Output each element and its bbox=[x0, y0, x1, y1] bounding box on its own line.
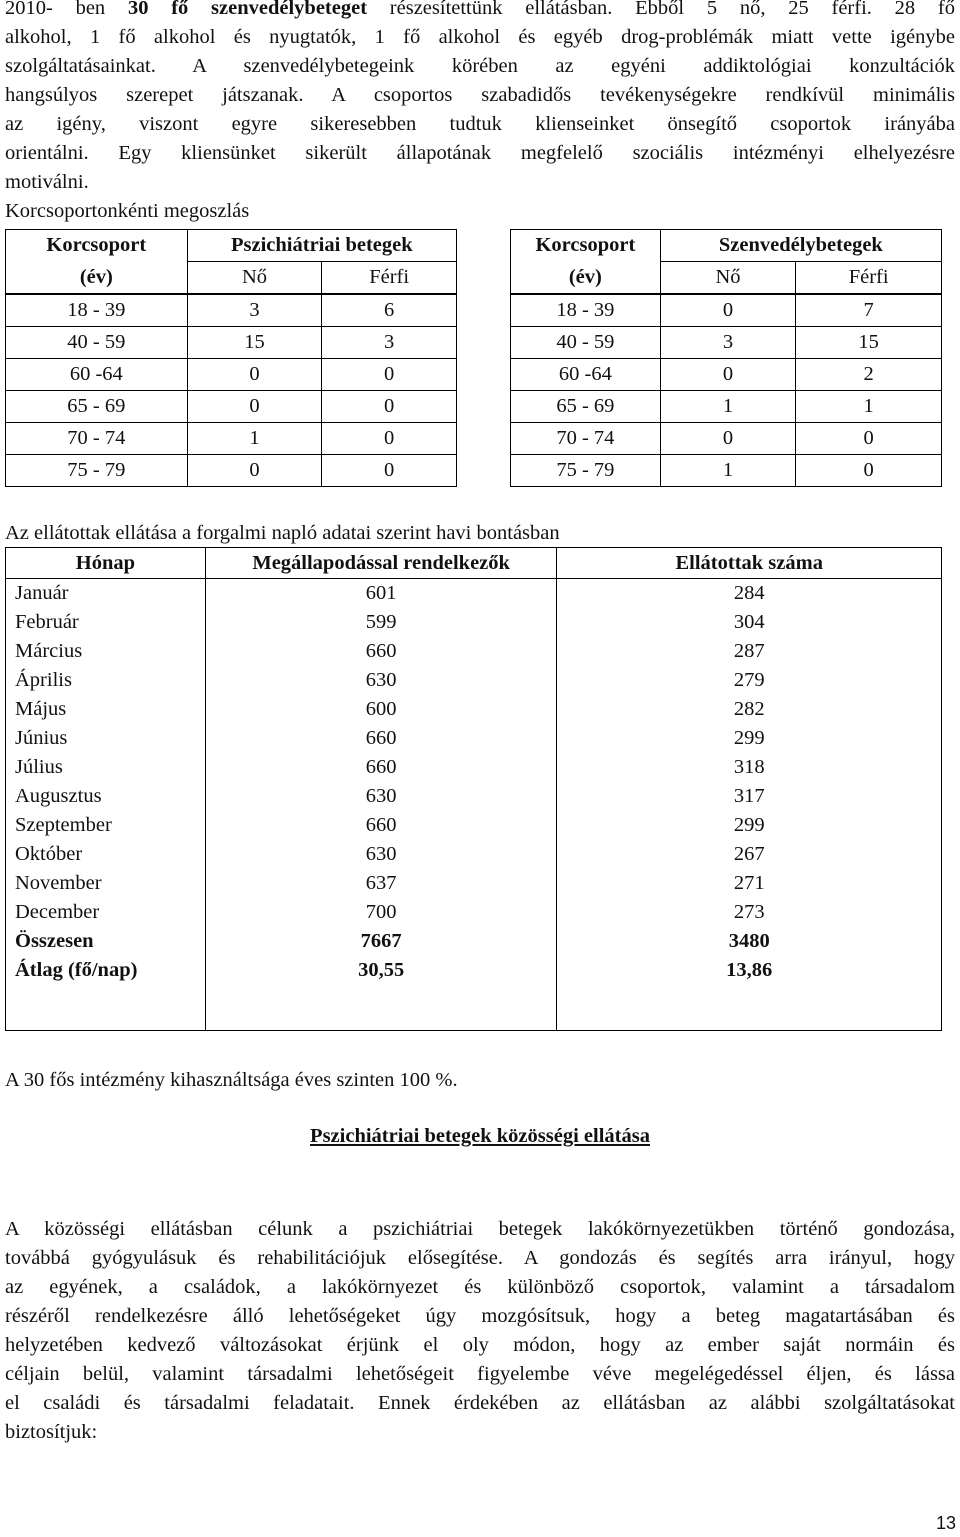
age-cell: 70 - 74 bbox=[511, 423, 661, 455]
table-row bbox=[511, 359, 942, 391]
table-row bbox=[6, 724, 942, 753]
average-served: 13,86 bbox=[557, 956, 942, 985]
community-line-8: biztosítjuk: bbox=[5, 1421, 98, 1443]
age-cell: 60 -64 bbox=[6, 359, 188, 391]
month-cell: Január bbox=[6, 579, 206, 609]
served-cell: 273 bbox=[557, 898, 942, 927]
intro-line-2: alkohol, 1 fő alkohol és nyugtatók, 1 fő alkohol és egyéb drog-problémák miatt vette igénybe bbox=[5, 26, 955, 48]
community-line-7: el családi és társadalmi feladatait. Ennek érdekében az ellátásban az alábbi szolgáltatásokat bbox=[5, 1392, 955, 1414]
utilization-text: A 30 fős intézmény kihasználtsága éves szinten 100 %. bbox=[5, 1069, 458, 1091]
group-header: Szenvedélybetegek bbox=[660, 230, 941, 262]
age-table-addiction bbox=[510, 229, 942, 487]
table-row bbox=[6, 666, 942, 695]
female-header: Nő bbox=[660, 262, 796, 295]
female-cell: 0 bbox=[187, 359, 322, 391]
agreements-cell: 660 bbox=[205, 724, 557, 753]
female-cell: 0 bbox=[187, 391, 322, 423]
month-cell: Július bbox=[6, 753, 206, 782]
community-line-1: A közösségi ellátásban célunk a pszichiátriai betegek lakókörnyezetükben történő gondozása, bbox=[5, 1218, 955, 1240]
served-cell: 318 bbox=[557, 753, 942, 782]
total-row bbox=[6, 927, 942, 956]
served-header: Ellátottak száma bbox=[557, 548, 942, 579]
table-row bbox=[511, 327, 942, 359]
served-cell: 267 bbox=[557, 840, 942, 869]
male-cell: 0 bbox=[796, 423, 942, 455]
monthly-table bbox=[5, 547, 942, 1031]
age-cell: 75 - 79 bbox=[511, 455, 661, 487]
table-row bbox=[6, 294, 457, 327]
female-cell: 0 bbox=[660, 294, 796, 327]
male-header: Férfi bbox=[322, 262, 457, 295]
female-cell: 0 bbox=[187, 455, 322, 487]
table-row bbox=[6, 391, 457, 423]
table-spacer-row bbox=[6, 985, 942, 1031]
intro-line-4: hangsúlyos szerepet játszanak. A csoportos szabadidős tevékenységekre rendkívül minimális bbox=[5, 84, 955, 106]
agreements-header: Megállapodással rendelkezők bbox=[205, 548, 557, 579]
age-cell: 18 - 39 bbox=[511, 294, 661, 327]
age-cell: 65 - 69 bbox=[511, 391, 661, 423]
age-cell: 40 - 59 bbox=[6, 327, 188, 359]
average-agreements: 30,55 bbox=[205, 956, 557, 985]
age-cell: 60 -64 bbox=[511, 359, 661, 391]
female-cell: 3 bbox=[660, 327, 796, 359]
male-cell: 0 bbox=[796, 455, 942, 487]
table-row bbox=[6, 455, 457, 487]
table-row bbox=[511, 423, 942, 455]
table-row bbox=[6, 898, 942, 927]
table-row bbox=[6, 423, 457, 455]
month-cell: Október bbox=[6, 840, 206, 869]
table-row bbox=[6, 753, 942, 782]
female-cell: 3 bbox=[187, 294, 322, 327]
table-row bbox=[511, 455, 942, 487]
intro-line-7: motiválni. bbox=[5, 171, 89, 193]
agreements-cell: 630 bbox=[205, 840, 557, 869]
group-header: Pszichiátriai betegek bbox=[187, 230, 456, 262]
month-cell: Május bbox=[6, 695, 206, 724]
agreements-cell: 601 bbox=[205, 579, 557, 609]
section-title: Pszichiátriai betegek közösségi ellátása bbox=[310, 1125, 650, 1147]
male-cell: 3 bbox=[322, 327, 457, 359]
community-line-5: helyzetében kedvező változásokat érjünk el oly módon, hogy az ember saját normáin és bbox=[5, 1334, 955, 1356]
served-cell: 271 bbox=[557, 869, 942, 898]
agreements-cell: 637 bbox=[205, 869, 557, 898]
served-cell: 287 bbox=[557, 637, 942, 666]
community-line-4: részéről rendelkezésre álló lehetőségeket úgy mozgósítsuk, hogy a beteg magatartásában és bbox=[5, 1305, 955, 1327]
age-group-header: Korcsoport bbox=[6, 230, 188, 262]
male-cell: 0 bbox=[322, 359, 457, 391]
served-cell: 282 bbox=[557, 695, 942, 724]
month-cell: Február bbox=[6, 608, 206, 637]
age-cell: 18 - 39 bbox=[6, 294, 188, 327]
average-label: Átlag (fő/nap) bbox=[6, 956, 206, 985]
table-row bbox=[6, 695, 942, 724]
intro-line-6: orientálni. Egy kliensünket sikerült állapotának megfelelő szociális intézményi elhelyezésre bbox=[5, 142, 955, 164]
male-cell: 1 bbox=[796, 391, 942, 423]
female-cell: 0 bbox=[660, 423, 796, 455]
community-line-3: az egyének, a családok, a lakókörnyezet és különböző csoportok, valamint a társadalom bbox=[5, 1276, 955, 1298]
average-row bbox=[6, 956, 942, 985]
male-cell: 2 bbox=[796, 359, 942, 391]
intro-line-1: 2010- ben 30 fő szenvedélybeteget részesítettünk ellátásban. Ebből 5 nő, 25 férfi. 28 fő bbox=[5, 0, 955, 19]
table-row bbox=[6, 608, 942, 637]
community-paragraph bbox=[5, 1215, 955, 1447]
monthly-caption: Az ellátottak ellátása a forgalmi napló adatai szerint havi bontásban bbox=[5, 522, 560, 544]
table-row bbox=[511, 294, 942, 327]
agreements-cell: 599 bbox=[205, 608, 557, 637]
agreements-cell: 630 bbox=[205, 666, 557, 695]
male-cell: 0 bbox=[322, 423, 457, 455]
male-cell: 7 bbox=[796, 294, 942, 327]
female-header: Nő bbox=[187, 262, 322, 295]
total-agreements: 7667 bbox=[205, 927, 557, 956]
age-group-unit: (év) bbox=[6, 262, 188, 295]
agreements-cell: 660 bbox=[205, 811, 557, 840]
served-cell: 299 bbox=[557, 811, 942, 840]
male-cell: 15 bbox=[796, 327, 942, 359]
agreements-cell: 630 bbox=[205, 782, 557, 811]
male-cell: 0 bbox=[322, 455, 457, 487]
month-header: Hónap bbox=[6, 548, 206, 579]
age-cell: 70 - 74 bbox=[6, 423, 188, 455]
agreements-cell: 600 bbox=[205, 695, 557, 724]
agreements-cell: 660 bbox=[205, 637, 557, 666]
served-cell: 299 bbox=[557, 724, 942, 753]
intro-paragraph bbox=[5, 0, 955, 226]
age-cell: 40 - 59 bbox=[511, 327, 661, 359]
female-cell: 1 bbox=[187, 423, 322, 455]
table-row bbox=[511, 391, 942, 423]
community-line-2: továbbá gyógyulásuk és rehabilitációjuk elősegítése. A gondozás és segítés arra irányul, hogy bbox=[5, 1247, 955, 1269]
female-cell: 1 bbox=[660, 455, 796, 487]
month-cell: Március bbox=[6, 637, 206, 666]
table-row bbox=[6, 869, 942, 898]
table-row bbox=[6, 840, 942, 869]
male-header: Férfi bbox=[796, 262, 942, 295]
total-served: 3480 bbox=[557, 927, 942, 956]
table-row bbox=[6, 782, 942, 811]
male-cell: 0 bbox=[322, 391, 457, 423]
month-cell: Június bbox=[6, 724, 206, 753]
served-cell: 279 bbox=[557, 666, 942, 695]
intro-line-5: az igény, viszont egyre sikeresebben tudtuk klienseinket önsegítő csoportok irányába bbox=[5, 113, 955, 135]
table-row bbox=[6, 811, 942, 840]
table-row bbox=[6, 327, 457, 359]
served-cell: 317 bbox=[557, 782, 942, 811]
agreements-cell: 700 bbox=[205, 898, 557, 927]
age-distribution-heading: Korcsoportonkénti megoszlás bbox=[5, 200, 250, 222]
age-group-unit: (év) bbox=[511, 262, 661, 295]
age-table-psychiatric bbox=[5, 229, 457, 487]
total-label: Összesen bbox=[6, 927, 206, 956]
age-cell: 65 - 69 bbox=[6, 391, 188, 423]
table-row bbox=[6, 359, 457, 391]
served-cell: 304 bbox=[557, 608, 942, 637]
female-cell: 15 bbox=[187, 327, 322, 359]
month-cell: November bbox=[6, 869, 206, 898]
agreements-cell: 660 bbox=[205, 753, 557, 782]
male-cell: 6 bbox=[322, 294, 457, 327]
month-cell: Szeptember bbox=[6, 811, 206, 840]
page-number: 13 bbox=[935, 1513, 956, 1533]
table-row bbox=[6, 579, 942, 609]
female-cell: 0 bbox=[660, 359, 796, 391]
table-row bbox=[6, 637, 942, 666]
month-cell: Augusztus bbox=[6, 782, 206, 811]
female-cell: 1 bbox=[660, 391, 796, 423]
month-cell: December bbox=[6, 898, 206, 927]
intro-line-3: szolgáltatásainkat. A szenvedélybetegeink körében az egyéni addiktológiai konzultációk bbox=[5, 55, 955, 77]
served-cell: 284 bbox=[557, 579, 942, 609]
age-group-header: Korcsoport bbox=[511, 230, 661, 262]
age-cell: 75 - 79 bbox=[6, 455, 188, 487]
community-line-6: céljain belül, valamint társadalmi lehetőségeit figyelembe véve megelégedéssel éljen, és lássa bbox=[5, 1363, 955, 1385]
month-cell: Április bbox=[6, 666, 206, 695]
